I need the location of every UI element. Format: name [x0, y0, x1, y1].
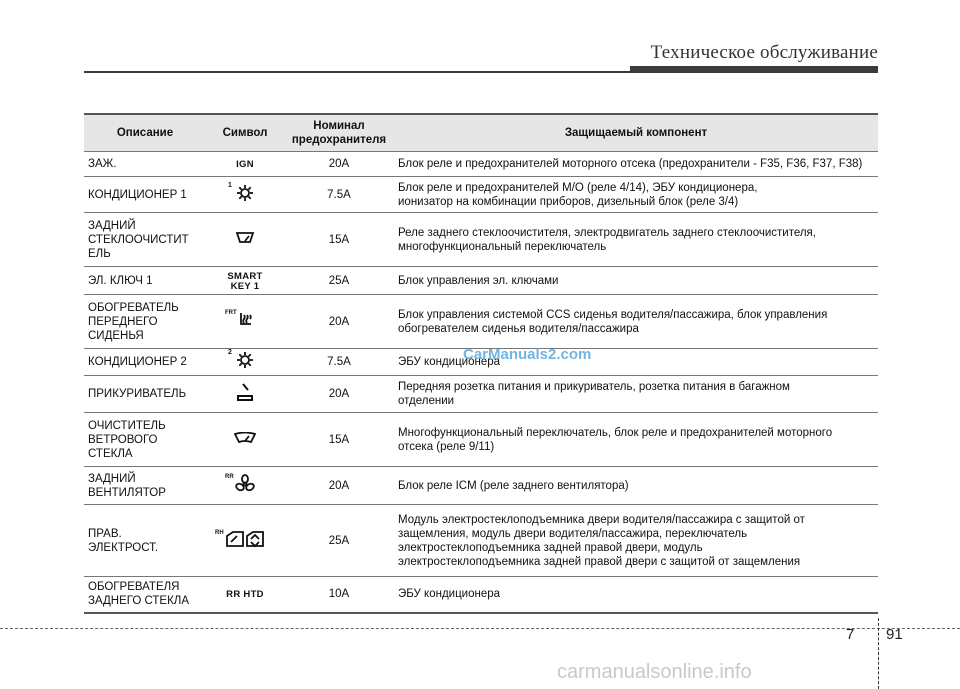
table-row [84, 213, 878, 267]
power-window-icon [215, 529, 265, 548]
chapter-number: 7 [846, 626, 855, 643]
column-header-symbol: Символ [206, 114, 284, 152]
symbol-text: IGN [236, 159, 254, 170]
row-rating: 7.5A [284, 349, 394, 376]
symbol-superscript: FRT [225, 309, 237, 316]
rear-fan-icon [225, 473, 255, 494]
row-component: Многофункциональный переключатель, блок реле и предохранителей моторного отсека (реле 9/11) [394, 413, 878, 467]
column-header-rating: Номинал предохранителя [284, 114, 394, 152]
row-component: Блок реле и предохранителей моторного отсека (предохранители - F35, F36, F37, F38) [394, 152, 878, 177]
row-rating: 15A [284, 413, 394, 467]
row-description: ЗАЖ. [84, 152, 206, 177]
snowflake-icon [228, 181, 254, 202]
row-description: ОБОГРЕВАТЕЛЬ ПЕРЕДНЕГО СИДЕНЬЯ [84, 295, 206, 349]
table-row [84, 152, 878, 177]
row-description: ЗАДНИЙ ВЕНТИЛЯТОР [84, 467, 206, 505]
rear-wiper-icon [235, 231, 255, 245]
table-header-row [84, 114, 878, 152]
row-symbol [206, 376, 284, 413]
table-row [84, 177, 878, 213]
front-seat-heater-icon [225, 309, 255, 330]
row-component: Блок реле ICM (реле заднего вентилятора) [394, 467, 878, 505]
smart-key-text-icon [227, 272, 262, 292]
table-row [84, 413, 878, 467]
symbol-superscript: RR [225, 473, 234, 480]
ign-text-icon [236, 160, 254, 170]
page-number-divider [878, 618, 880, 689]
row-description: ПРАВ. ЭЛЕКТРОСТ. [84, 505, 206, 577]
table-row [84, 267, 878, 295]
row-rating: 10A [284, 577, 394, 613]
row-rating: 25A [284, 505, 394, 577]
row-description: ОБОГРЕВАТЕЛЯ ЗАДНЕГО СТЕКЛА [84, 577, 206, 613]
page-header-title: Техническое обслуживание [650, 42, 878, 63]
row-rating: 20A [284, 152, 394, 177]
watermark: CarManuals2.com [463, 346, 592, 363]
row-rating: 7.5A [284, 177, 394, 213]
row-component: ЭБУ кондиционера [394, 577, 878, 613]
table-row [84, 467, 878, 505]
row-component: Блок управления эл. ключами [394, 267, 878, 295]
row-symbol [206, 349, 284, 376]
row-symbol [206, 295, 284, 349]
row-rating: 15A [284, 213, 394, 267]
row-symbol [206, 213, 284, 267]
symbol-superscript: RH [215, 529, 224, 536]
snowflake-icon [228, 349, 254, 369]
column-header-component: Защищаемый компонент [394, 114, 878, 152]
symbol-text: SMART KEY 1 [227, 271, 263, 292]
table-row [84, 295, 878, 349]
front-wiper-icon [234, 432, 256, 444]
row-rating: 20A [284, 376, 394, 413]
row-component: Модуль электростеклоподъемника двери водителя/пассажира с защитой от защемления, модуль двери водителя/пассажира, переключатель электростеклоподъемника задней правой двери, модуль электростеклоподъемника задней правой двери с защитой от защемления [394, 505, 878, 577]
symbol-superscript: 1 [228, 181, 232, 189]
row-component: Реле заднего стеклоочистителя, электродвигатель заднего стеклоочистителя, многофункциональный переключатель [394, 213, 878, 267]
header-rule-thin [84, 71, 630, 73]
row-description: КОНДИЦИОНЕР 2 [84, 349, 206, 376]
symbol-superscript: 2 [228, 349, 232, 356]
row-description: ЗАДНИЙ СТЕКЛООЧИСТИТ ЕЛЬ [84, 213, 206, 267]
row-symbol [206, 413, 284, 467]
table-row [84, 577, 878, 613]
footer-divider-line [0, 628, 960, 629]
row-symbol [206, 467, 284, 505]
row-description: ПРИКУРИВАТЕЛЬ [84, 376, 206, 413]
row-symbol [206, 577, 284, 613]
footer-site-watermark: carmanualsonline.info [557, 661, 752, 683]
page-number: 91 [886, 626, 903, 643]
row-symbol [206, 505, 284, 577]
header-rule-thick [630, 66, 878, 73]
row-component: ЭБУ кондиционера [394, 349, 878, 376]
row-symbol [206, 152, 284, 177]
row-component: Блок управления системой CCS сиденья водителя/пассажира, блок управления обогревателем сиденья водителя/пассажира [394, 295, 878, 349]
table-row [84, 376, 878, 413]
table-row [84, 505, 878, 577]
cigar-lighter-icon [236, 381, 254, 403]
row-component: Передняя розетка питания и прикуриватель, розетка питания в багажном отделении [394, 376, 878, 413]
row-description: ЭЛ. КЛЮЧ 1 [84, 267, 206, 295]
column-header-description: Описание [84, 114, 206, 152]
rr-htd-text-icon [226, 590, 264, 600]
row-component: Блок реле и предохранителей M/O (реле 4/14), ЭБУ кондиционера, ионизатор на комбинации приборов, дизельный блок (реле 3/4) [394, 177, 878, 213]
fuse-table [84, 113, 878, 614]
row-symbol [206, 267, 284, 295]
row-description: ОЧИСТИТЕЛЬ ВЕТРОВОГО СТЕКЛА [84, 413, 206, 467]
row-rating: 20A [284, 467, 394, 505]
row-rating: 20A [284, 295, 394, 349]
row-rating: 25A [284, 267, 394, 295]
symbol-text: RR HTD [226, 589, 264, 601]
row-symbol [206, 177, 284, 213]
row-description: КОНДИЦИОНЕР 1 [84, 177, 206, 213]
